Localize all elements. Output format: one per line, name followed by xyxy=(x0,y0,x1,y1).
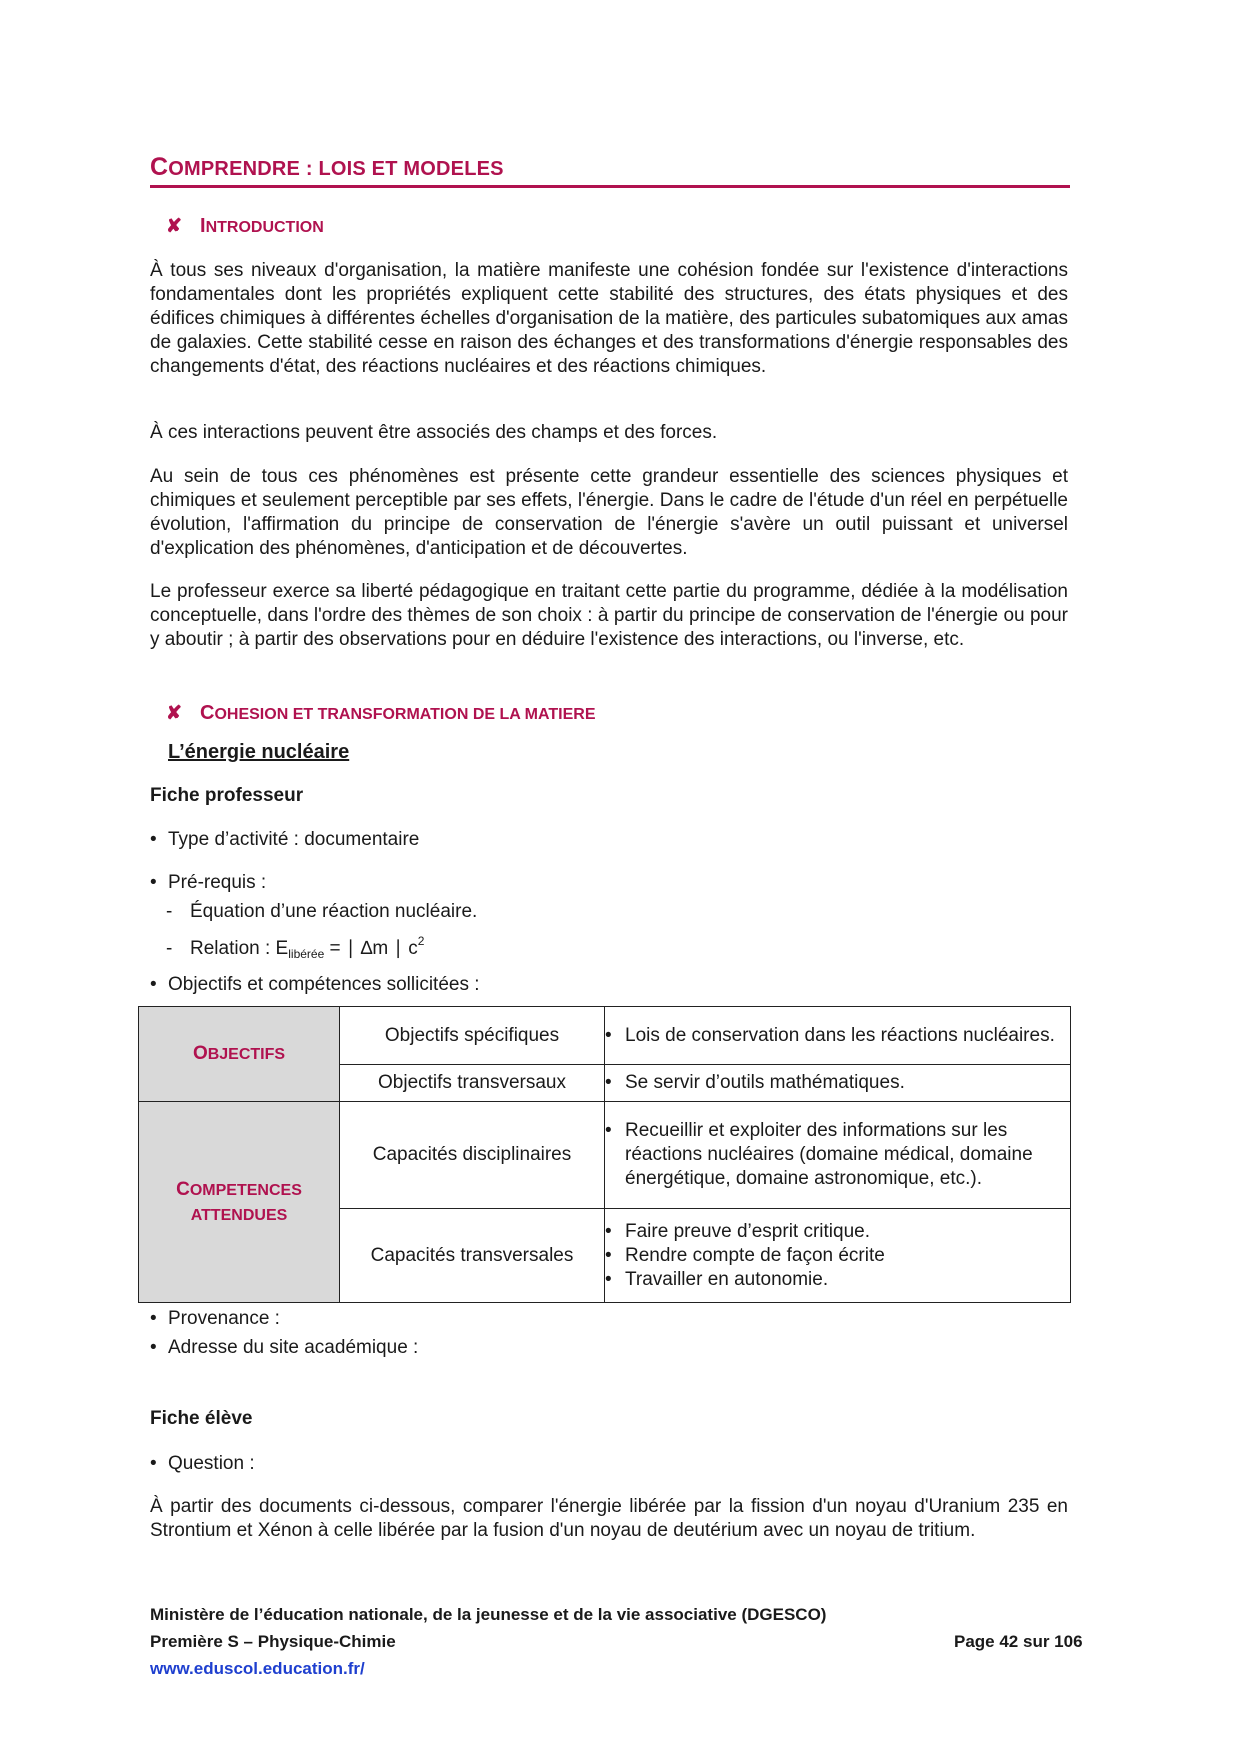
list-item: • Question : xyxy=(150,1453,255,1474)
intro-paragraph-2: À ces interactions peuvent être associés des champs et des forces. xyxy=(150,422,718,443)
list-item: • Pré-requis : xyxy=(150,872,267,893)
topic-title: L’énergie nucléaire xyxy=(168,741,350,763)
footer-course: Première S – Physique-Chimie xyxy=(150,1632,396,1651)
capacites-transversales-label: Capacités transversales xyxy=(340,1209,605,1303)
cohesion-heading: ✘ COHESION ET TRANSFORMATION DE LA MATIERE xyxy=(166,702,596,724)
list-item: • Provenance : xyxy=(150,1308,280,1329)
fiche-professeur-heading: Fiche professeur xyxy=(150,785,304,806)
list-item: • Lois de conservation dans les réactions nucléaires. xyxy=(605,1024,1055,1046)
footer-page-number: Page 42 sur 106 xyxy=(954,1632,1083,1651)
section-title: COMPRENDRE : LOIS ET MODELES xyxy=(150,153,504,181)
prereq-relation: - Relation : $E_{libérée}$ = ∣ ∆m ∣ $c^2$ xyxy=(166,934,425,961)
intro-paragraph-4: Le professeur exerce sa liberté pédagogique en traitant cette partie du programme, dédiée à la modélisation conceptuelle, dans l'ordre des thèmes de son choix : à partir du principe de conservation de l'énergie ou pour y aboutir ; à partir des observations pour en déduire l'existence des interactions, ou l'inverse, etc. xyxy=(150,581,1068,650)
objectifs-header: OBJECTIFS xyxy=(139,1007,340,1102)
cross-mark-icon: ✘ xyxy=(166,216,182,237)
objectives-table xyxy=(138,1006,1071,1303)
list-item: • Adresse du site académique : xyxy=(150,1337,419,1358)
list-item: • Travailler en autonomie. xyxy=(605,1268,829,1290)
list-item: • Objectifs et compétences sollicitées : xyxy=(150,974,480,995)
intro-heading: ✘ INTRODUCTION xyxy=(166,215,324,237)
footer-url-link[interactable]: www.eduscol.education.fr/ xyxy=(150,1659,365,1678)
intro-paragraph-3: Au sein de tous ces phénomènes est présente cette grandeur essentielle des sciences physiques et chimiques et seulement perceptible par ses effets, l'énergie. Dans le cadre de l'étude d'un réel en perpétuelle évolution, l'affirmation du principe de conservation de l'énergie s'avère un outil puissant et universel d'explication des phénomènes, d'anticipation et de découvertes. xyxy=(150,466,1068,559)
list-item: • Faire preuve d’esprit critique. xyxy=(605,1220,870,1242)
objectifs-transversaux-cell xyxy=(605,1065,1071,1102)
objectifs-specifiques-cell xyxy=(605,1007,1071,1065)
list-item: • Recueillir et exploiter des informations sur les réactions nucléaires (domaine médical, domaine énergétique, domaine astronomique, etc.). xyxy=(605,1120,1033,1189)
capacites-transversales-cell xyxy=(605,1209,1071,1303)
prereq-item: - Équation d’une réaction nucléaire. xyxy=(166,901,478,922)
objectifs-specifiques-label: Objectifs spécifiques xyxy=(340,1007,605,1065)
title-divider xyxy=(150,185,1070,188)
competences-header: COMPETENCES ATTENDUES xyxy=(139,1102,340,1303)
capacites-disciplinaires-cell xyxy=(605,1102,1071,1209)
question-text: À partir des documents ci-dessous, comparer l'énergie libérée par la fission d'un noyau d'Uranium 235 en Strontium et Xénon à celle libérée par la fusion d'un noyau de deutérium avec un noyau de tritium. xyxy=(150,1496,1068,1541)
fiche-eleve-heading: Fiche élève xyxy=(150,1408,253,1429)
list-item: • Type d’activité : documentaire xyxy=(150,829,420,850)
intro-paragraph-1: À tous ses niveaux d'organisation, la matière manifeste une cohésion fondée sur l'existence d'interactions fondamentales dont les propriétés expliquent cette stabilité des structures, des états physiques et des édifices chimiques à différentes échelles d'organisation de la matière, des particules subatomiques aux amas de galaxies. Cette stabilité cesse en raison des échanges et des transformations d'énergie responsables des changements d'état, des réactions nucléaires et des réactions chimiques. xyxy=(150,260,1068,377)
footer-ministry: Ministère de l’éducation nationale, de la jeunesse et de la vie associative (DGESCO) xyxy=(150,1605,827,1624)
list-item: • Rendre compte de façon écrite xyxy=(605,1244,885,1266)
capacites-disciplinaires-label: Capacités disciplinaires xyxy=(340,1102,605,1209)
objectifs-transversaux-label: Objectifs transversaux xyxy=(340,1065,605,1102)
cross-mark-icon: ✘ xyxy=(166,703,182,724)
list-item: • Se servir d’outils mathématiques. xyxy=(605,1072,905,1093)
